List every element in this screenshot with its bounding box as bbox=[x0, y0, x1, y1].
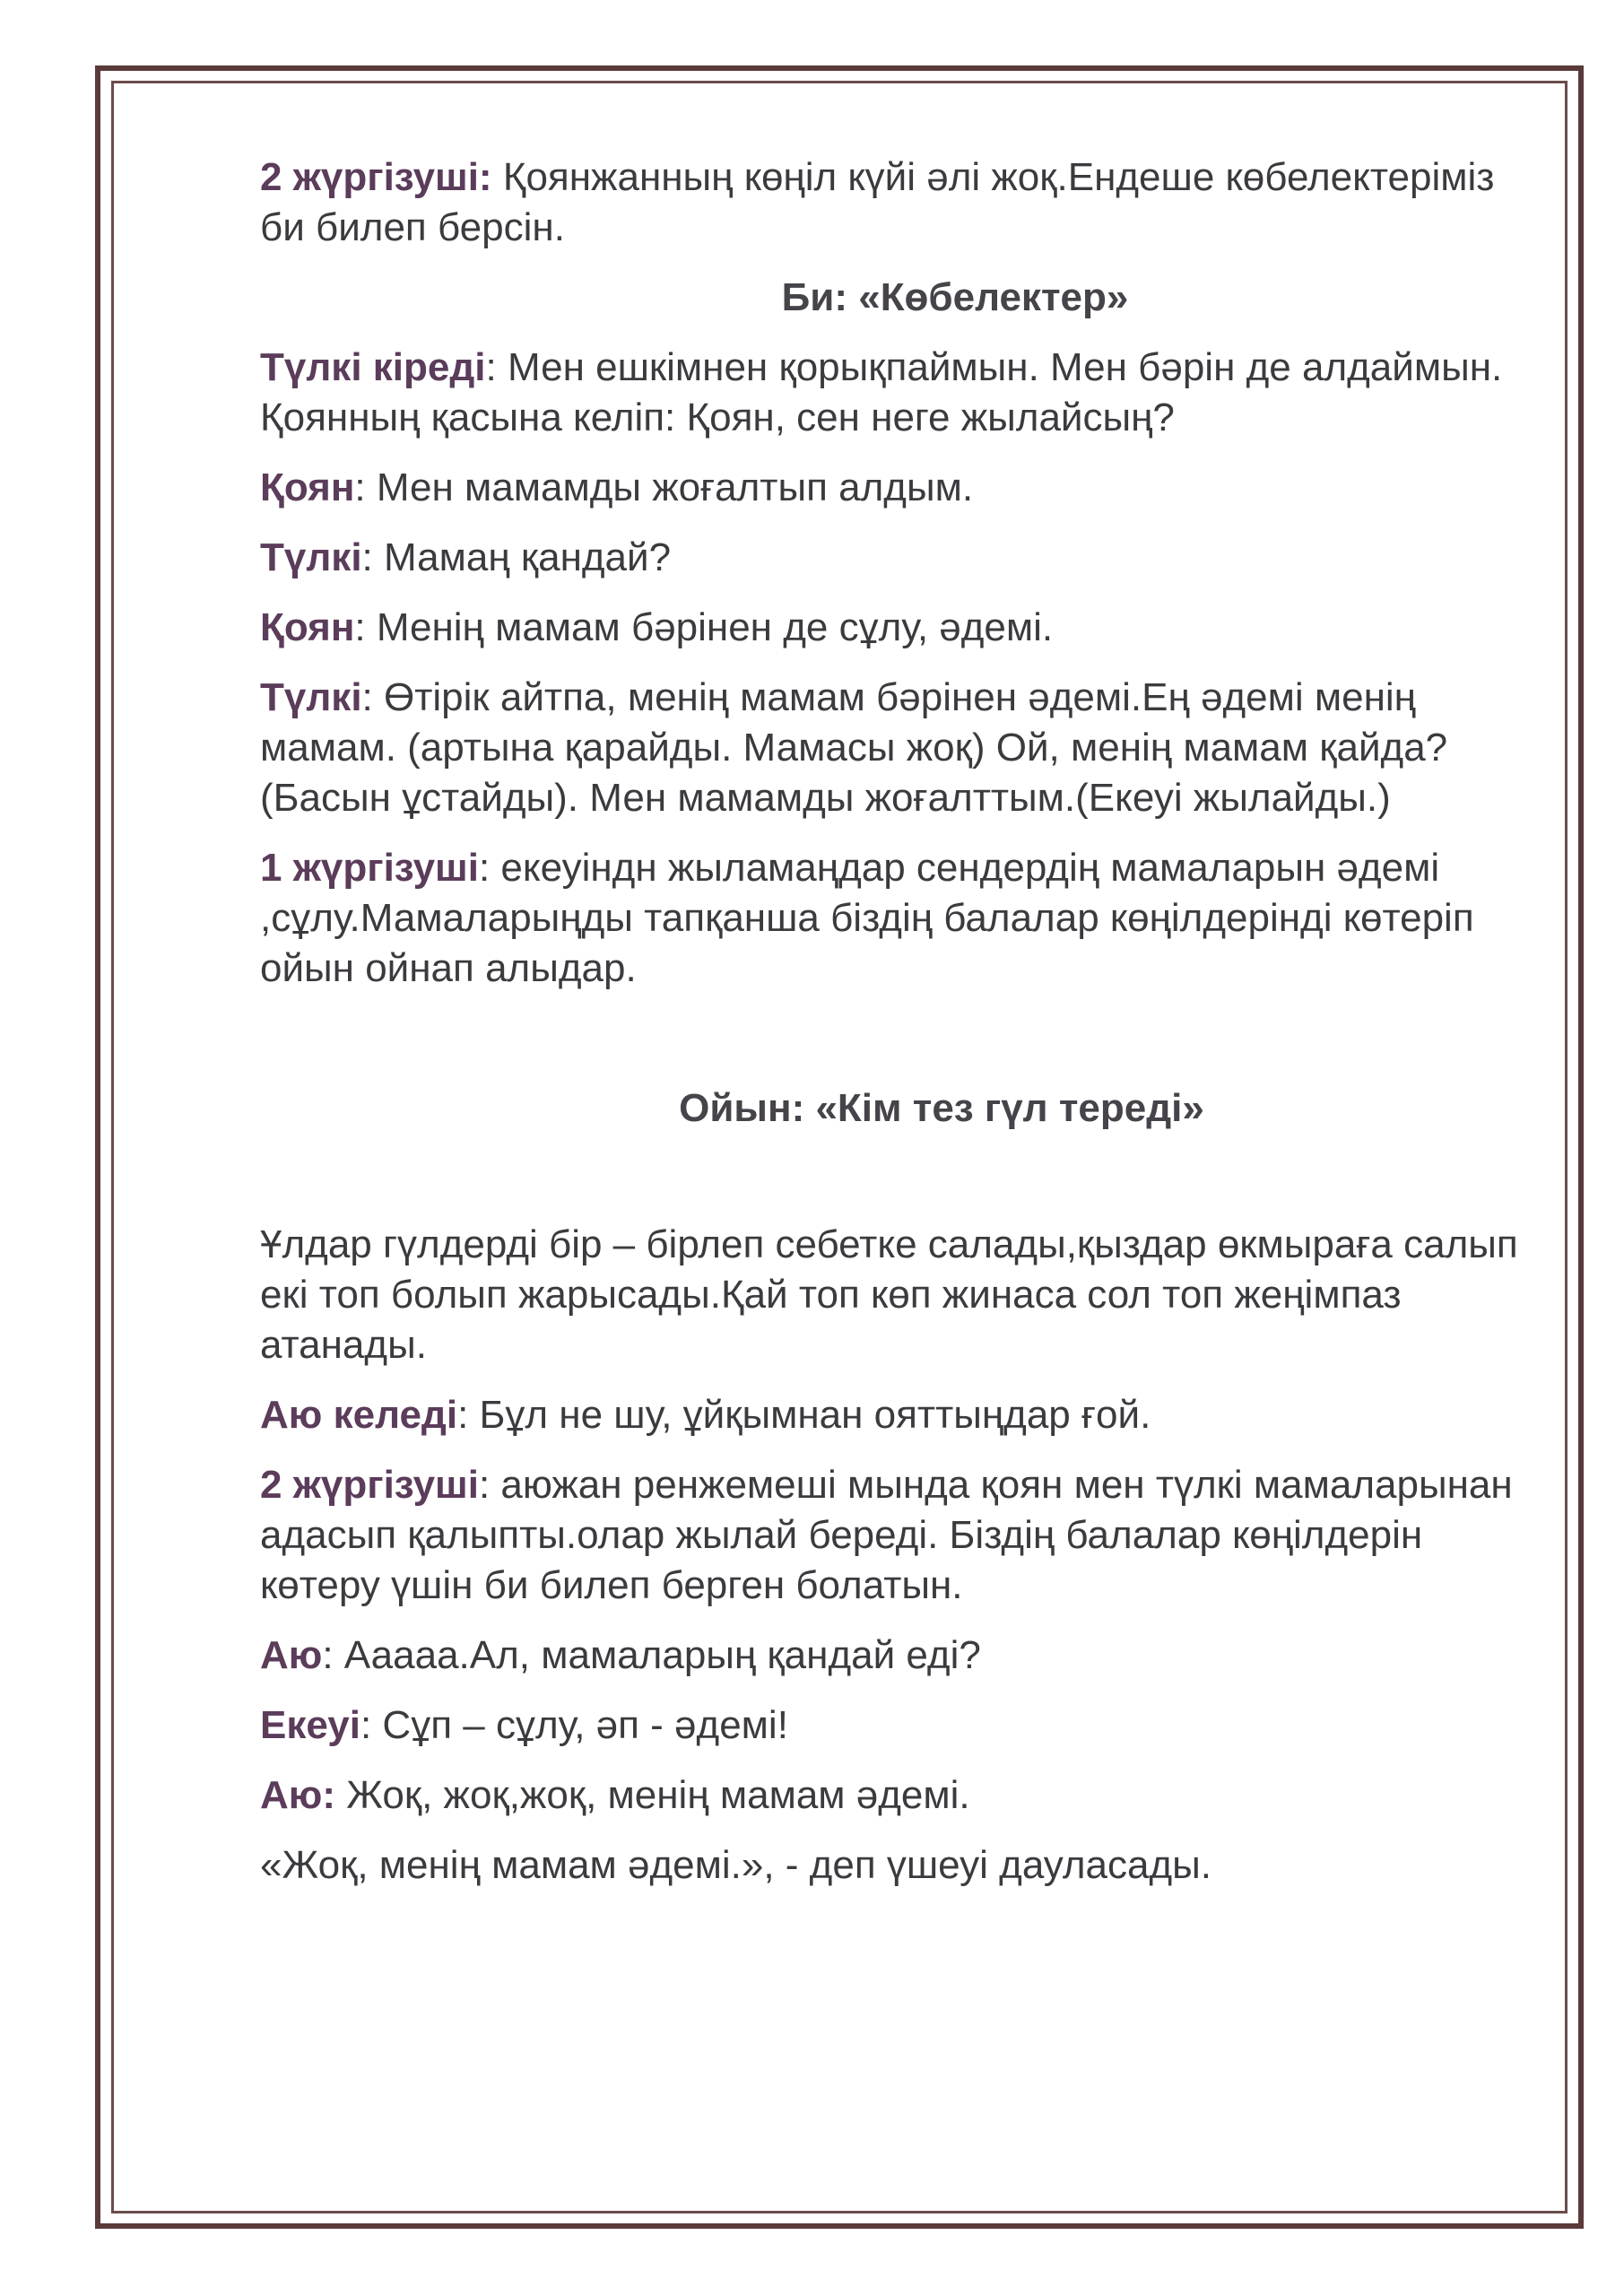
paragraph-text: : Мамаң қандай? bbox=[361, 535, 672, 579]
speaker-label: Түлкі bbox=[260, 535, 362, 579]
paragraph bbox=[260, 1220, 1533, 1370]
speaker-label: Түлкі bbox=[260, 675, 362, 719]
paragraph bbox=[260, 673, 1533, 823]
speaker-label: Қоян bbox=[260, 465, 355, 509]
paragraph-text: : Бұл не шу, ұйқымнан ояттыңдар ғой. bbox=[457, 1393, 1151, 1437]
paragraph bbox=[260, 1770, 1533, 1821]
speaker-label: Түлкі кіреді bbox=[260, 345, 486, 389]
speaker-label: 1 жүргізуші bbox=[260, 846, 479, 890]
paragraph bbox=[260, 603, 1533, 653]
paragraph-text: Жоқ, жоқ,жоқ, менің мамам әдемі. bbox=[335, 1773, 970, 1817]
paragraph bbox=[260, 152, 1533, 253]
section-heading-dance: Би: «Көбелектер» bbox=[781, 275, 1129, 319]
speaker-label: 2 жүргізуші bbox=[260, 1463, 479, 1507]
paragraph bbox=[260, 1390, 1533, 1440]
paragraph-text: : Мен мамамды жоғалтып алдым. bbox=[354, 465, 974, 509]
paragraph-text: «Жоқ, менің мамам әдемі.», - деп үшеуі дауласады. bbox=[260, 1843, 1211, 1887]
speaker-label: Екеуі bbox=[260, 1703, 360, 1747]
speaker-label: Аю келеді bbox=[260, 1393, 458, 1437]
paragraph-text: : Сұп – сұлу, әп - әдемі! bbox=[360, 1703, 788, 1747]
paragraph-text: Қоянжанның көңіл күйі әлі жоқ.Ендеше көбелектеріміз би билеп берсін. bbox=[260, 155, 1495, 249]
paragraph bbox=[260, 343, 1533, 443]
document-body bbox=[260, 152, 1533, 1910]
paragraph-text: : Өтірік айтпа, менің мамам бәрінен әдемі.Ең әдемі менің мамам. (артына қарайды. Мамасы жоқ) Ой, менің мамам қайда? (Басын ұстайды). Мен мамамды жоғалттым.(Екеуі жылайды.) bbox=[260, 675, 1448, 820]
paragraph bbox=[260, 463, 1533, 513]
paragraph-text: : Ааааа.Ал, мамаларың қандай еді? bbox=[322, 1633, 981, 1677]
paragraph bbox=[260, 533, 1533, 583]
paragraph-text: : екеуіндн жыламаңдар сендердің мамаларын әдемі ,сұлу.Мамаларыңды тапқанша біздің балалар көңілдерінді көтеріп ойын ойнап алыдар. bbox=[260, 846, 1474, 990]
paragraph-text: : Мен ешкімнен қорықпаймын. Мен бәрін де алдаймын. Қоянның қасына келіп: Қоян, сен неге жылайсың? bbox=[260, 345, 1503, 439]
section-heading-game: Ойын: «Кім тез гүл тереді» bbox=[679, 1086, 1204, 1130]
paragraph bbox=[260, 1460, 1533, 1611]
speaker-label: 2 жүргізуші: bbox=[260, 155, 492, 199]
paragraph bbox=[260, 1700, 1533, 1751]
paragraph-text: : аюжан ренжемеші мында қоян мен түлкі мамаларынан адасып қалыпты.олар жылай береді. Біздің балалар көңілдерін көтеру үшін би билеп берген болатын. bbox=[260, 1463, 1513, 1607]
speaker-label: Қоян bbox=[260, 605, 355, 649]
speaker-label: Аю: bbox=[260, 1773, 336, 1817]
speaker-label: Аю bbox=[260, 1633, 323, 1677]
paragraph bbox=[260, 843, 1533, 994]
paragraph bbox=[260, 1631, 1533, 1681]
paragraph-text: Ұлдар гүлдерді бір – бірлеп себетке салады,қыздар өкмыраға салып екі топ болып жарысады.Қай топ көп жинаса сол топ жеңімпаз атанады. bbox=[260, 1222, 1518, 1367]
paragraph bbox=[260, 1840, 1533, 1891]
paragraph-text: : Менің мамам бәрінен де сұлу, әдемі. bbox=[354, 605, 1054, 649]
